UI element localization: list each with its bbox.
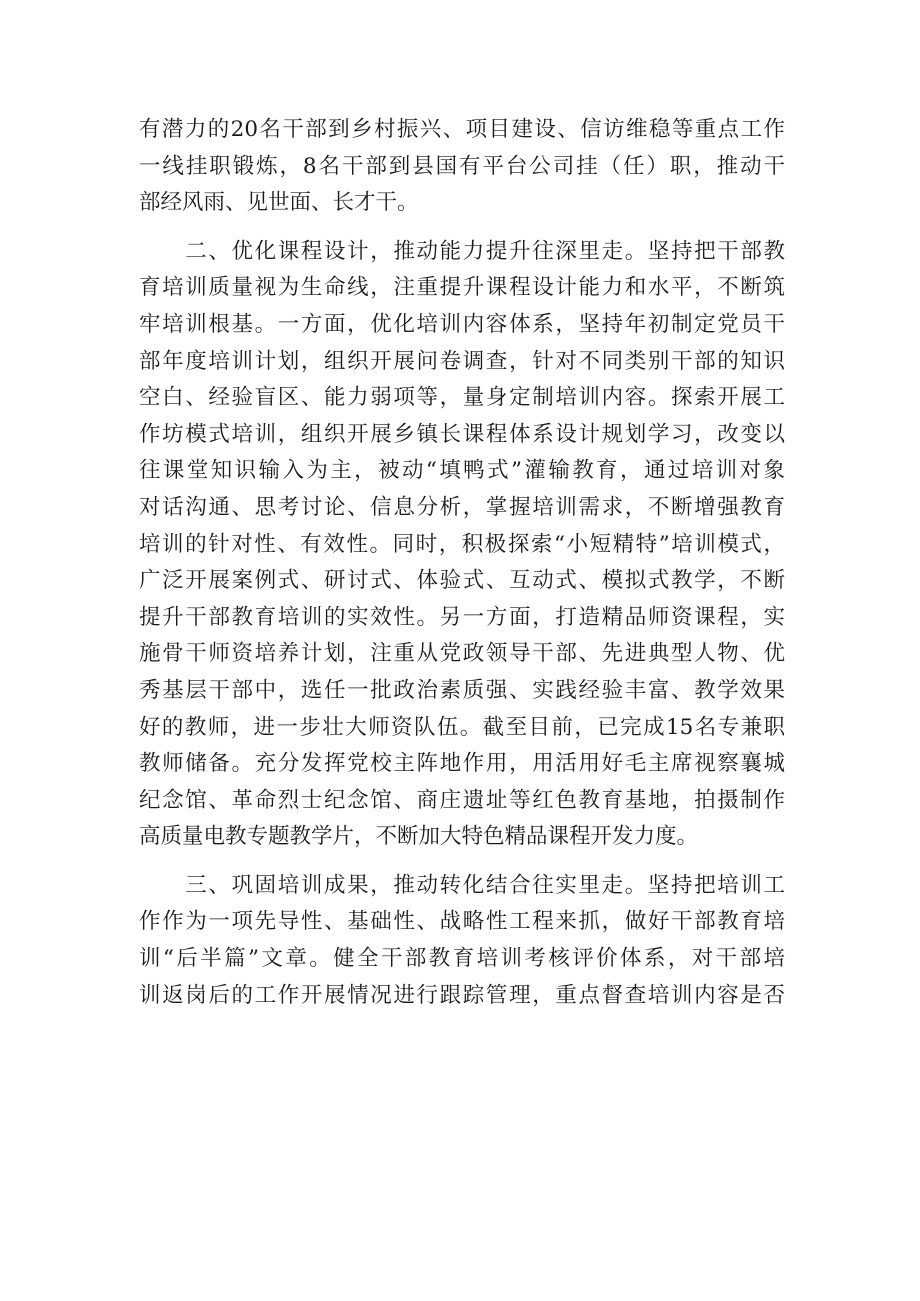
document-body [139,112,785,1014]
text-line: 作作为一项先导性、基础性、战略性工程来抓，做好干部教育培 [139,909,785,935]
text-line: 往课堂知识输入为主，被动“填鸭式”灌输教育，通过培训对象 [139,458,785,484]
text-line: 广泛开展案例式、研讨式、体验式、互动式、模拟式教学，不断 [139,568,785,594]
paragraph-gap [139,222,785,234]
text-line: 培训的针对性、有效性。同时，积极探索“小短精特”培训模式， [139,531,785,557]
text-line: 育培训质量视为生命线，注重提升课程设计能力和水平，不断筑 [139,275,785,301]
text-line: 二、优化课程设计，推动能力提升往深里走。坚持把干部教 [139,238,785,264]
text-line: 提升干部教育培训的实效性。另一方面，打造精品师资课程，实 [139,604,785,630]
text-line: 有潜力的20名干部到乡村振兴、项目建设、信访维稳等重点工作 [139,117,785,142]
text-line: 教师储备。充分发挥党校主阵地作用，用活用好毛主席视察襄城 [139,751,785,777]
text-line: 秀基层干部中，选任一批政治素质强、实践经验丰富、教学效果 [139,677,785,703]
text-line: 一线挂职锻炼，8名干部到县国有平台公司挂（任）职，推动干 [139,153,785,179]
paragraph-gap [139,856,785,868]
text-line: 对话沟通、思考讨论、信息分析，掌握培训需求，不断增强教育 [139,494,785,520]
paragraph-continuation [139,112,785,222]
text-line: 纪念馆、革命烈士纪念馆、商庄遗址等红色教育基地，拍摄制作 [139,787,785,813]
text-line: 好的教师，进一步壮大师资队伍。截至目前，已完成15名专兼职 [139,714,785,740]
text-line: 部年度培训计划，组织开展问卷调查，针对不同类别干部的知识 [139,348,785,374]
paragraph-section-three [139,868,785,1014]
text-line: 训返岗后的工作开展情况进行跟踪管理，重点督查培训内容是否 [139,982,785,1008]
text-line: 空白、经验盲区、能力弱项等，量身定制培训内容。探索开展工 [139,385,785,411]
text-line: 高质量电教专题教学片，不断加大特色精品课程开发力度。 [139,824,699,850]
text-line: 三、巩固培训成果，推动转化结合往实里走。坚持把培训工 [139,872,785,898]
text-line: 施骨干师资培养计划，注重从党政领导干部、先进典型人物、优 [139,641,785,667]
text-line: 部经风雨、见世面、长才干。 [139,190,419,216]
paragraph-section-two [139,234,785,856]
text-line: 牢培训根基。一方面，优化培训内容体系，坚持年初制定党员干 [139,311,785,337]
text-line: 作坊模式培训，组织开展乡镇长课程体系设计规划学习，改变以 [139,421,785,447]
text-line: 训“后半篇”文章。健全干部教育培训考核评价体系，对干部培 [139,946,785,972]
